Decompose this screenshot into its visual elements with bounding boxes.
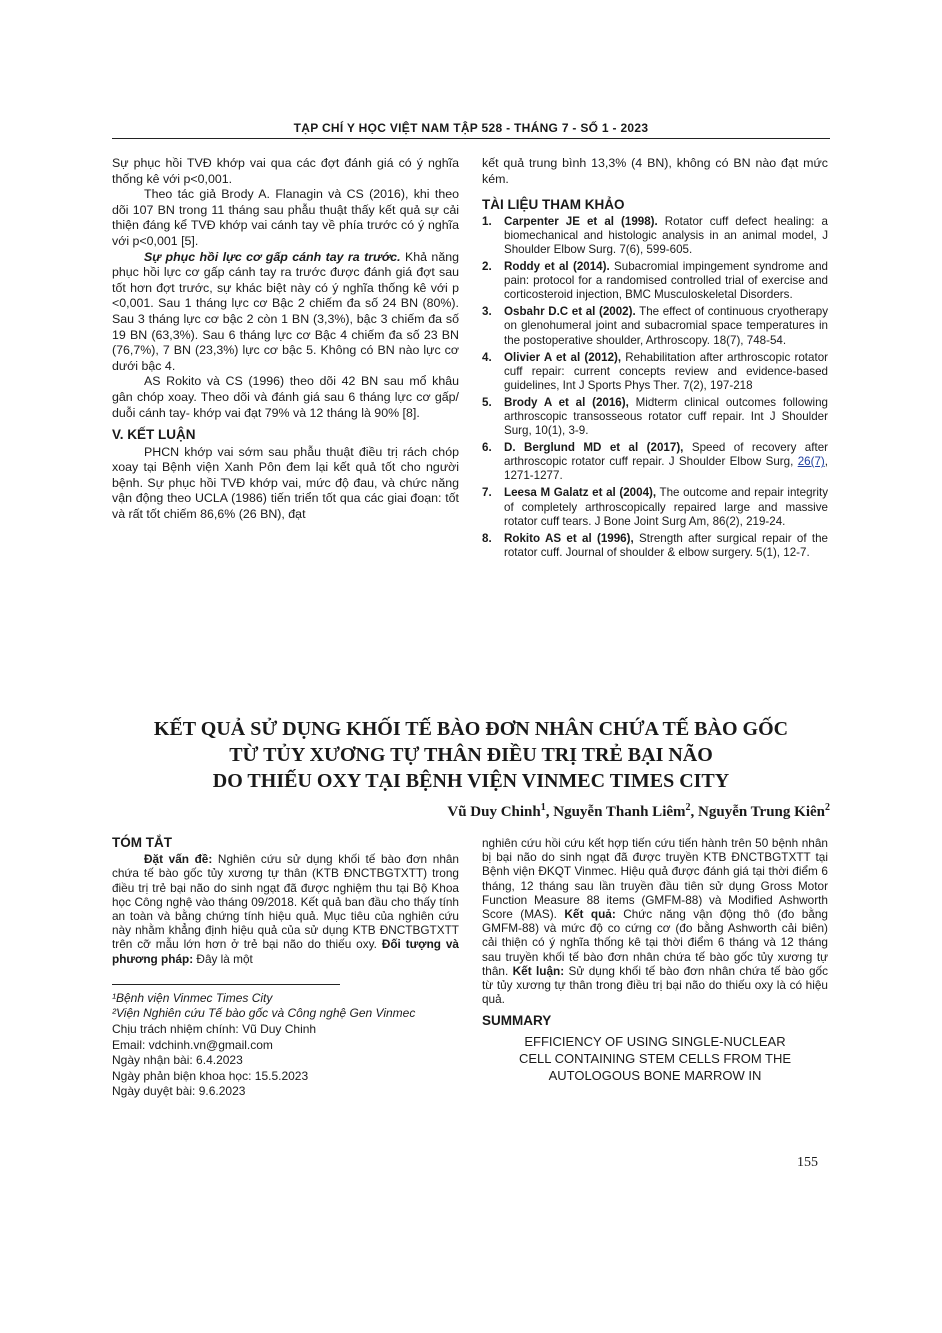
affiliation-marker: 2	[825, 802, 830, 813]
reference-item	[482, 351, 828, 393]
reference-text	[504, 532, 828, 560]
summary-title	[482, 1033, 828, 1084]
abstract-text: Sử dụng khối tế bào đơn nhân chứa tế bào gốc từ tủy xương tự thân trong điều trị bại não do thiếu oxy là có hiệu quả.	[482, 963, 828, 1007]
references-heading: TÀI LIỆU THAM KHẢO	[482, 197, 625, 213]
abstract-text: Nghiên cứu sử dụng khối tế bào đơn nhân chứa tế bào gốc tủy xương tự thân (KTB ĐNCTBGTXTT) trong điều trị trẻ bại não do sinh ngạt đã được nghiệm thu tại Bộ Khoa học Công nghệ vào tháng 09/2018. Kết quả ban đầu cho thấy tính an toàn và bằng chứng tính hiệu quả. Mục tiêu của nghiên cứu này nhằm khẳng định hiệu quả của sử dụng KTB ĐNCTBGTXTT trên cỡ mẫu lớn hơn ở trẻ bại não do thiếu oxy.	[112, 852, 459, 952]
reference-number: 1.	[482, 214, 492, 228]
separator: ,	[690, 804, 699, 820]
reference-text	[504, 396, 828, 438]
reference-text	[504, 305, 828, 347]
paragraph: Sự phục hồi TVĐ khớp vai qua các đợt đánh giá có ý nghĩa thống kê với p<0,001.	[112, 156, 459, 186]
label: Đối tượng và phương pháp:	[112, 937, 459, 966]
author-name: Nguyễn Trung Kiên	[698, 804, 825, 820]
footnotes	[112, 991, 459, 1100]
reference-body: The outcome and repair integrity of completely arthroscopically repaired large and massive rotator cuff tears. J Bone Joint Surg Am, 86(2), 219-24.	[504, 486, 828, 528]
label: Đặt vấn đề:	[144, 852, 213, 867]
reference-link[interactable]: 26(7)	[797, 455, 825, 469]
reference-author: Brody A et al (2016),	[504, 395, 629, 409]
title-line: KẾT QUẢ SỬ DỤNG KHỐI TẾ BÀO ĐƠN NHÂN CHỨA TẾ BÀO GỐC	[153, 718, 789, 740]
reference-body: Subacromial impingement syndrome and pain: protocol for a randomised controlled trial of exercise and corticosteroid injection, BMC Musculoskeletal Disorders.	[504, 260, 828, 302]
reference-body: Rehabilitation after arthroscopic rotator cuff repair: current concepts review and evidence-based guidelines, Int J Sports Phys Ther. 7(2), 197-218	[504, 350, 829, 392]
reference-number: 3.	[482, 305, 492, 319]
reference-number: 5.	[482, 395, 492, 409]
reference-item	[482, 441, 828, 483]
right-column-top	[482, 156, 828, 563]
reference-item	[482, 486, 828, 528]
left-column-top	[112, 156, 459, 523]
label: Kết quả:	[556, 907, 616, 922]
paragraph: Theo tác giả Brody A. Flanagin và CS (2016), khi theo dõi 107 BN trong 11 tháng sau phẫu thuật thấy kết quả sự cải thiện đáng kể TVĐ khớp vai cánh tay về phía trước có ý nghĩa với p<0,001 [5].	[112, 187, 459, 248]
subheading: Sự phục hồi lực cơ gấp cánh tay ra trước.	[144, 249, 401, 264]
footnote: Email: vdchinh.vn@gmail.com	[112, 1037, 273, 1052]
footnote: ²Viện Nghiên cứu Tế bào gốc và Công nghệ Gen Vinmec	[112, 1006, 416, 1021]
reference-author: Olivier A et al (2012),	[504, 350, 622, 364]
summary-title-line: AUTOLOGOUS BONE MARROW IN	[548, 1067, 762, 1083]
abstract-paragraph	[112, 852, 459, 966]
abstract-paragraph	[482, 836, 828, 1006]
paragraph: kết quả trung bình 13,3% (4 BN), không có BN nào đạt mức kém.	[482, 156, 828, 186]
reference-item	[482, 215, 828, 257]
reference-author: Roddy et al (2014).	[504, 260, 610, 274]
footnote: Chịu trách nhiệm chính: Vũ Duy Chinh	[112, 1022, 317, 1037]
paragraph: PHCN khớp vai sớm sau phẫu thuật điều trị rách chóp xoay tại Bệnh viện Xanh Pôn đem lại kết quả tốt cho người bệnh. Sự phục hồi TVĐ khớp vai, mức độ đau, và chức năng vận động theo UCLA (1986) tiến triển tốt qua các giai đoạn: tốt và rất tốt chiếm 86,6% (26 BN), đạt	[112, 444, 459, 522]
page-number: 155	[797, 1155, 818, 1170]
separator: ,	[545, 804, 554, 820]
reference-number: 7.	[482, 486, 492, 500]
author-name: Nguyễn Thanh Liêm	[553, 804, 686, 820]
reference-number: 8.	[482, 531, 492, 545]
summary-title-line: EFFICIENCY OF USING SINGLE-NUCLEAR	[524, 1033, 786, 1049]
reference-author: Carpenter JE et al (1998).	[504, 214, 658, 228]
summary-heading: SUMMARY	[482, 1013, 552, 1029]
reference-author: Osbahr D.C et al (2002).	[504, 305, 636, 319]
title-line: TỪ TỦY XƯƠNG TỰ THÂN ĐIỀU TRỊ TRẺ BẠI NÃO	[229, 744, 713, 766]
section-heading-conclusion: V. KẾT LUẬN	[112, 427, 196, 443]
reference-author: D. Berglund MD et al (2017),	[504, 441, 684, 455]
reference-number: 6.	[482, 441, 492, 455]
reference-text	[504, 486, 828, 528]
author-name: Vũ Duy Chinh	[447, 804, 541, 820]
reference-item	[482, 260, 828, 302]
reference-text	[504, 351, 828, 393]
right-column-bottom	[482, 836, 828, 1084]
label: Kết luận:	[508, 963, 565, 978]
footnote: Ngày nhận bài: 6.4.2023	[112, 1053, 243, 1068]
reference-body: Strength after surgical repair of the rotator cuff. Journal of shoulder & elbow surgery. 5(1), 12-7.	[504, 531, 829, 559]
author-list	[112, 802, 830, 821]
references-list	[482, 215, 828, 560]
article-title	[112, 716, 830, 794]
paragraph-text: Khả năng phục hồi lực cơ gấp cánh tay ra trước được đánh giá đợt sau tốt hơn đợt trước, sự khác biệt này có ý nghĩa thống kê với p <0,001. Sau 1 tháng lực cơ Bậc 2 chiếm đa số 24 BN (80%). Sau 3 tháng lực cơ bậc 2 còn 1 BN (3,3%), bậc 3 chiếm đa số 19 BN (63,3%). Sau 6 tháng lực cơ Bậc 4 chiếm đa số 23 BN (76,7%), 7 BN (23,3%) lực cơ bậc 5. Không có BN nào lực cơ dưới bậc 4.	[112, 249, 459, 373]
reference-number: 2.	[482, 260, 492, 274]
left-column-bottom	[112, 836, 459, 1100]
reference-number: 4.	[482, 350, 492, 364]
reference-text	[504, 441, 828, 483]
reference-author: Rokito AS et al (1996),	[504, 531, 634, 545]
footnote: Ngày duyệt bài: 9.6.2023	[112, 1084, 246, 1099]
reference-body: Speed of recovery after arthroscopic rotator cuff repair. J Shoulder Elbow Surg,	[504, 441, 829, 469]
reference-author: Leesa M Galatz et al (2004),	[504, 486, 657, 500]
summary-title-line: CELL CONTAINING STEM CELLS FROM THE	[518, 1050, 792, 1066]
abstract-text: Đây là một	[193, 951, 253, 966]
reference-item	[482, 396, 828, 438]
reference-body: Rotator cuff defect healing: a biomechanical and histologic analysis in an animal model, J Shoulder Elbow Surg. 7(6), 599-605.	[504, 214, 828, 256]
title-line: DO THIẾU OXY TẠI BỆNH VIỆN VINMEC TIMES CITY	[212, 770, 730, 792]
affiliation-marker: 1	[540, 802, 546, 813]
reference-text	[504, 260, 828, 302]
reference-body: Midterm clinical outcomes following arthroscopic transosseous rotator cuff repair. Int J Shoulder Surg, 10(1), 3-9.	[504, 395, 828, 438]
header-rule	[112, 138, 830, 139]
running-header: TẠP CHÍ Y HỌC VIỆT NAM TẬP 528 - THÁNG 7 - SỐ 1 - 2023	[293, 121, 649, 135]
abstract-text: Chức năng vận động thô (đo bằng GMFM-88) và mức độ co cứng cơ (đo bằng Ashworth cải biên) cải thiện có ý nghĩa thống kê tại thời điểm 6 tháng và 12 tháng sau truyền khối tế bào đơn nhân chứa tế bào gốc tủy xương tự thân.	[482, 907, 828, 978]
reference-item	[482, 305, 828, 347]
reference-body: , 1271-1277.	[504, 455, 828, 483]
reference-body: The effect of continuous cryotherapy on glenohumeral joint and subacromial space temperatures in the postoperative shoulder, Arthroscopy. 18(7), 748-54.	[504, 305, 829, 347]
affiliation-marker: 2	[685, 802, 691, 813]
paragraph	[112, 250, 459, 375]
footnote-rule	[112, 984, 340, 985]
paragraph: AS Rokito và CS (1996) theo dõi 42 BN sau mổ khâu gân chóp xoay. Theo dõi và đánh giá sau 6 tháng lực cơ gấp/ duỗi cánh tay- khớp vai đạt 79% và 12 tháng là 90% [8].	[112, 374, 459, 420]
footnote: Ngày phản biện khoa học: 15.5.2023	[112, 1068, 309, 1083]
reference-text	[504, 215, 828, 257]
footnote: ¹Bệnh viện Vinmec Times City	[112, 990, 273, 1005]
abstract-heading: TÓM TẮT	[112, 835, 172, 850]
reference-item	[482, 532, 828, 560]
abstract-text: nghiên cứu hồi cứu kết hợp tiến cứu tiến hành trên 50 bệnh nhân bị bại não do sinh ngạt đã được truyền KTB ĐNCTBGTXTT tại Bệnh viện ĐKQT Vinmec. Hiệu quả được đánh giá tại thời điểm 6 tháng, 12 tháng sau lần truyền đầu tiên sử dụng Gross Motor Function Measure 88 items (GMFM-88) và Modified Ashworth Score (MAS).	[482, 836, 828, 922]
